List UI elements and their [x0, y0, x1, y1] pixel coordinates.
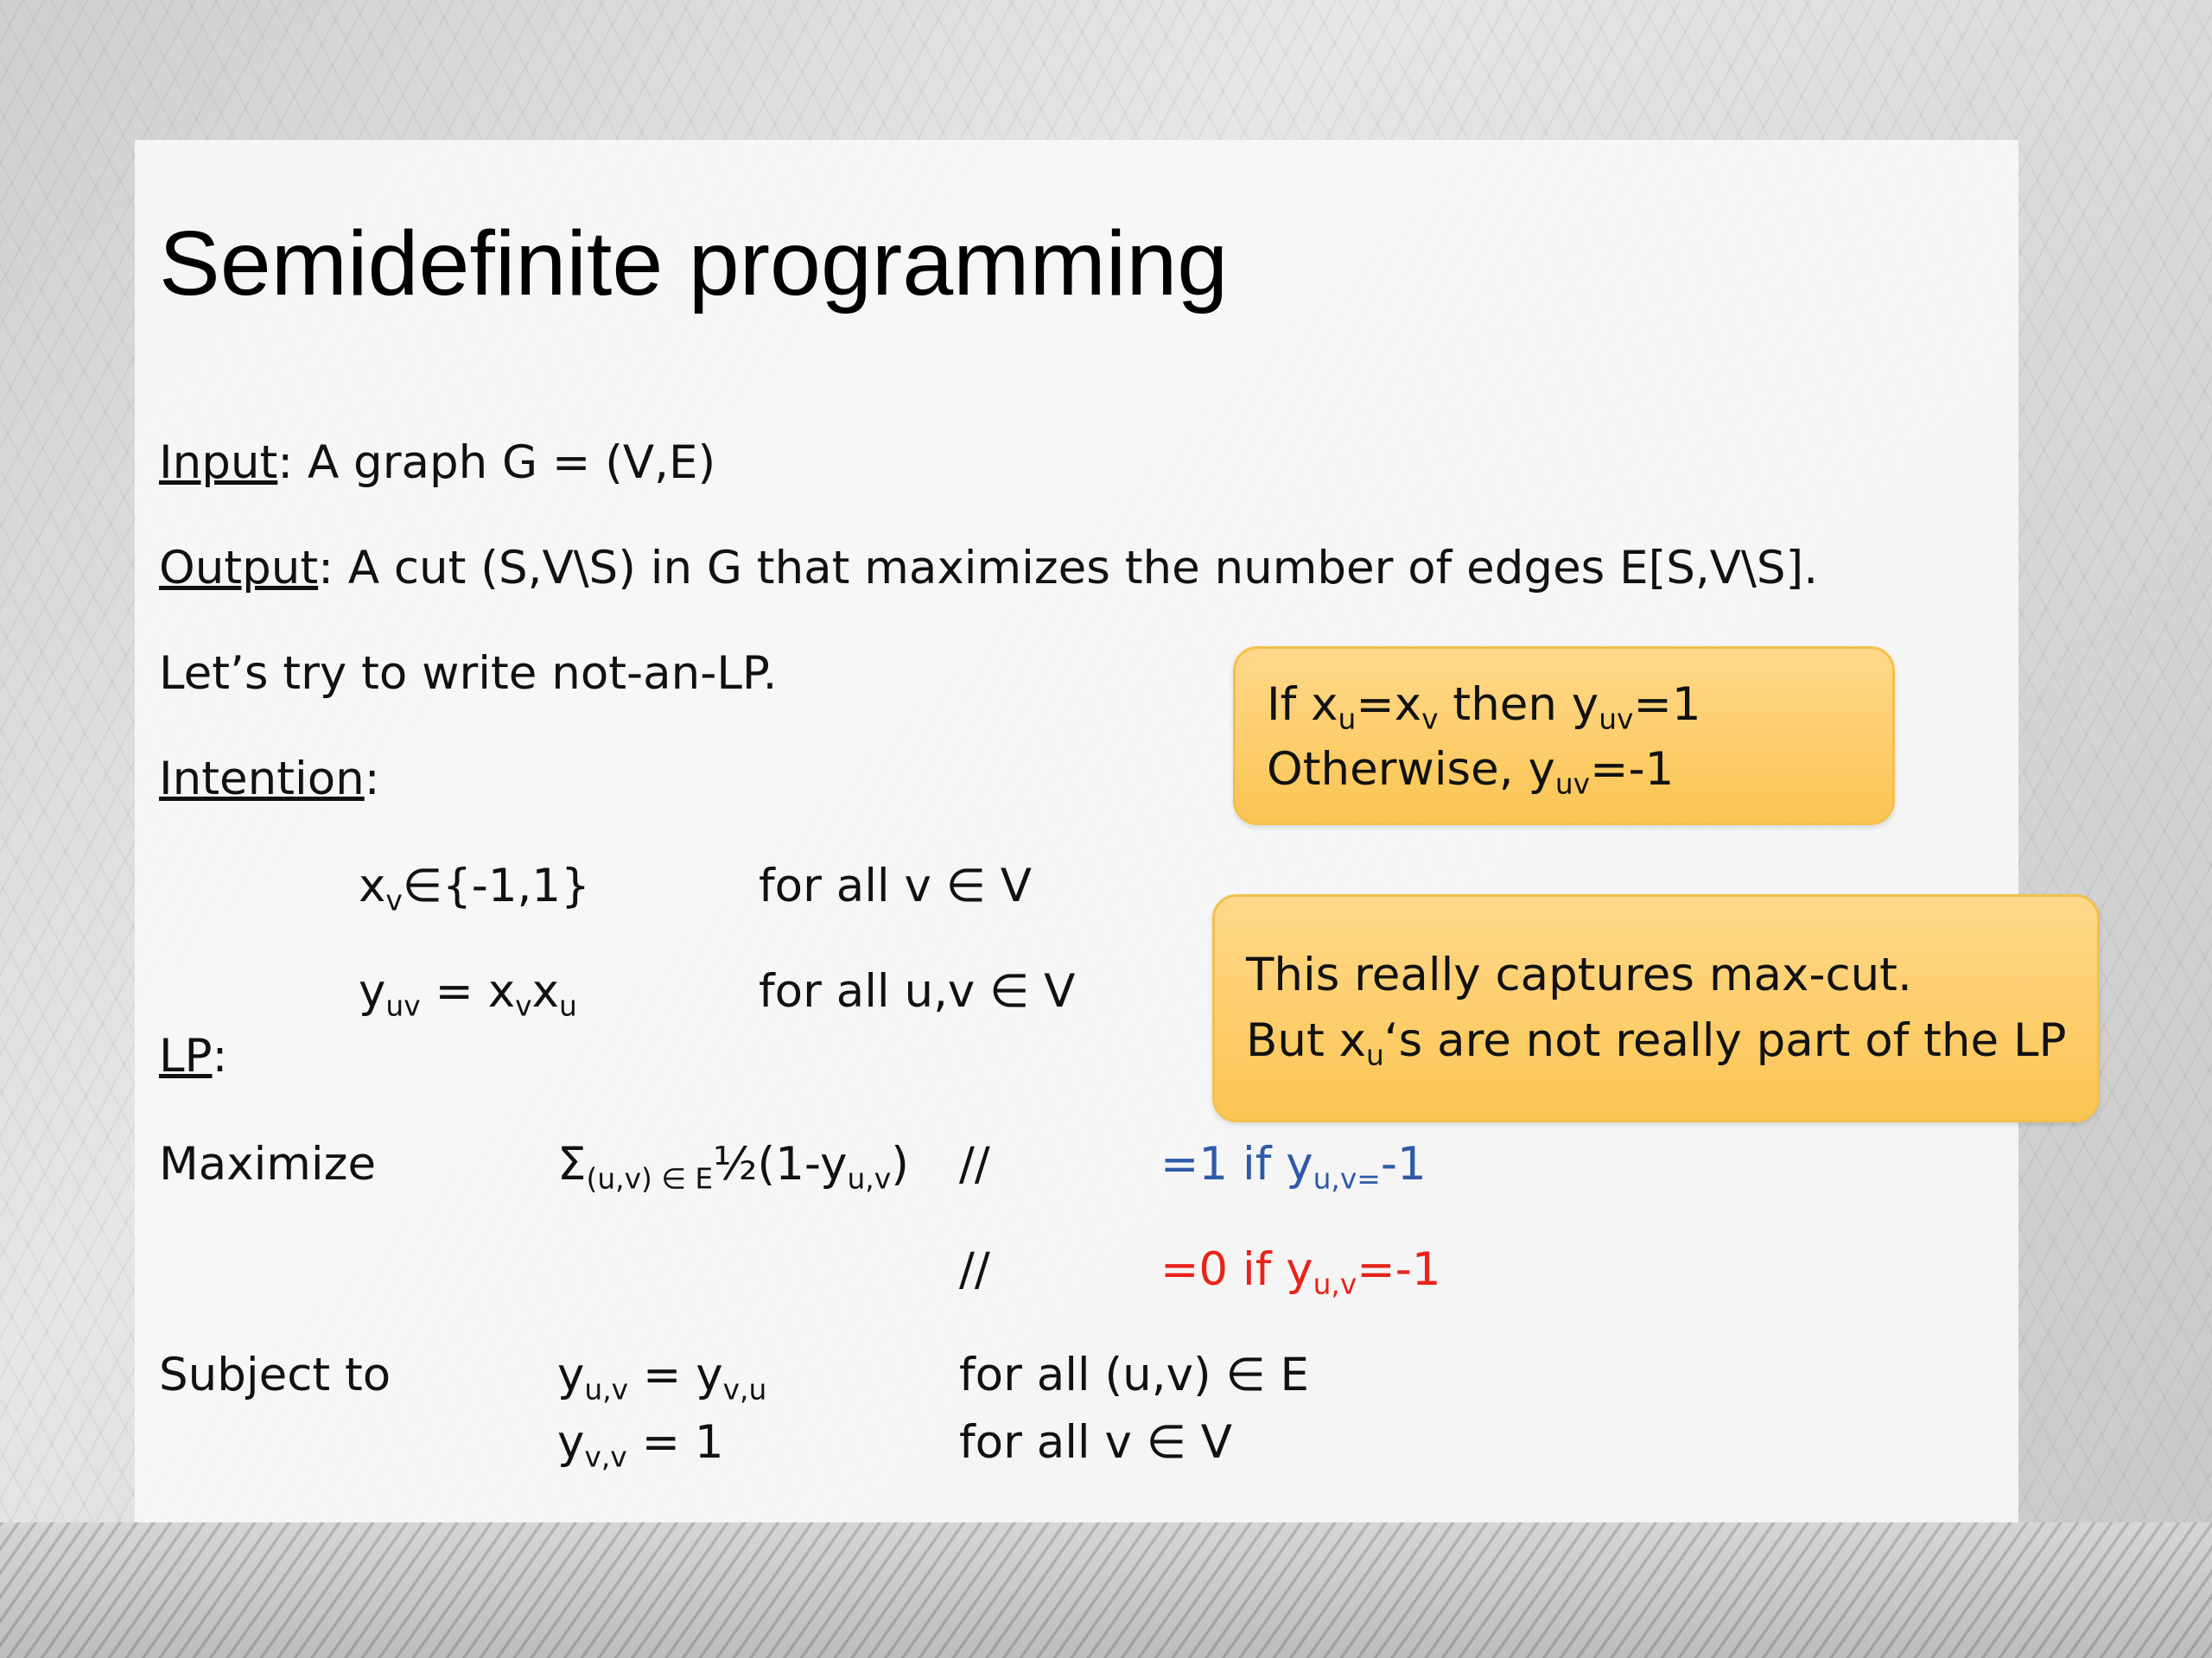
input-label: Input: [159, 436, 278, 489]
lp-label: LP: [159, 1030, 213, 1083]
slide-background: [135, 140, 2018, 1522]
subscript: uv: [385, 988, 421, 1023]
decorative-feather-band: [0, 1522, 2212, 1658]
intention-colon: :: [364, 753, 380, 805]
maximize-label: Maximize: [159, 1138, 377, 1191]
intention-line: [159, 749, 380, 810]
symmetry-quantifier: for all (u,v) ∈ E: [959, 1349, 1310, 1401]
constraint-x-domain: [359, 856, 590, 917]
subscript: u: [1365, 1038, 1384, 1072]
comment-tail: =-1: [1357, 1243, 1441, 1296]
text: But x: [1246, 1014, 1366, 1067]
close-paren: ): [891, 1138, 909, 1191]
constraint-y-quantifier: for all u,v ∈ V: [759, 965, 1076, 1018]
lp-colon: :: [212, 1030, 228, 1083]
output-line: [159, 538, 1818, 599]
eq-text: = 1: [626, 1416, 724, 1469]
text: If x: [1267, 678, 1338, 731]
text: ‘s are not really part of the LP: [1383, 1014, 2067, 1067]
input-text: : A graph G = (V,E): [277, 436, 716, 489]
comment-slashes-2: //: [959, 1243, 990, 1296]
text: =x: [1356, 678, 1422, 731]
output-text: : A cut (S,V\S) in G that maximizes the number of edges E[S,V\S].: [318, 542, 1819, 594]
sigma: Σ: [557, 1138, 587, 1191]
callout-remark-line2: [1246, 1011, 2097, 1071]
x-var: x: [531, 965, 559, 1018]
comment-slashes-1: //: [959, 1138, 990, 1191]
eq-text: = x: [420, 965, 516, 1018]
symmetry-constraint: [557, 1345, 766, 1406]
y-var: y: [557, 1416, 585, 1469]
subscript: v,v: [584, 1439, 627, 1474]
intention-label: Intention: [159, 753, 365, 805]
subscript: u,v=: [1313, 1161, 1381, 1196]
text: =1: [1633, 678, 1701, 731]
text: Otherwise, y: [1267, 743, 1555, 796]
set-text: ∈{-1,1}: [402, 860, 590, 912]
callout-definition-line1: [1267, 675, 1892, 735]
diagonal-quantifier: for all v ∈ V: [959, 1416, 1232, 1469]
y-var: y: [359, 965, 386, 1018]
subscript: v: [385, 883, 403, 918]
subscript: v: [515, 988, 532, 1023]
diagonal-constraint: [557, 1413, 724, 1473]
constraint-y-product: [359, 962, 577, 1022]
lp-line: [159, 1026, 227, 1087]
subscript: u,v: [584, 1372, 629, 1407]
objective-expression: [557, 1134, 909, 1195]
callout-definition-line2: [1267, 740, 1892, 800]
subject-to-label: Subject to: [159, 1349, 391, 1401]
comment-text: =1 if y: [1160, 1138, 1313, 1191]
comment-blue: [1160, 1134, 1427, 1195]
subscript: uv: [1599, 702, 1634, 736]
comment-red: [1160, 1240, 1441, 1300]
comment-text: =0 if y: [1160, 1243, 1313, 1296]
callout-definition: [1233, 646, 1895, 825]
input-line: [159, 433, 715, 493]
text: =-1: [1590, 743, 1675, 796]
slide-title: Semidefinite programming: [159, 213, 1229, 314]
half-text: ½(1-y: [713, 1138, 848, 1191]
subscript: v: [1421, 702, 1439, 736]
subscript: uv: [1554, 766, 1591, 801]
callout-remark: [1212, 894, 2100, 1122]
subscript: v,u: [722, 1372, 767, 1407]
subscript: u: [558, 988, 577, 1023]
subscript: u,v: [847, 1161, 892, 1196]
output-label: Output: [159, 542, 319, 594]
subscript: u: [1338, 702, 1357, 736]
eq-text: = y: [628, 1349, 723, 1401]
try-line: Let’s try to write not-an-LP.: [159, 647, 778, 700]
y-var: y: [557, 1349, 585, 1401]
comment-tail: -1: [1380, 1138, 1427, 1191]
subscript: (u,v) ∈ E: [586, 1161, 714, 1196]
x-var: x: [359, 860, 386, 912]
constraint-x-quantifier: for all v ∈ V: [759, 860, 1032, 912]
text: then y: [1438, 678, 1599, 731]
subscript: u,v: [1313, 1267, 1357, 1301]
callout-remark-line1: This really captures max-cut.: [1246, 949, 1912, 1001]
